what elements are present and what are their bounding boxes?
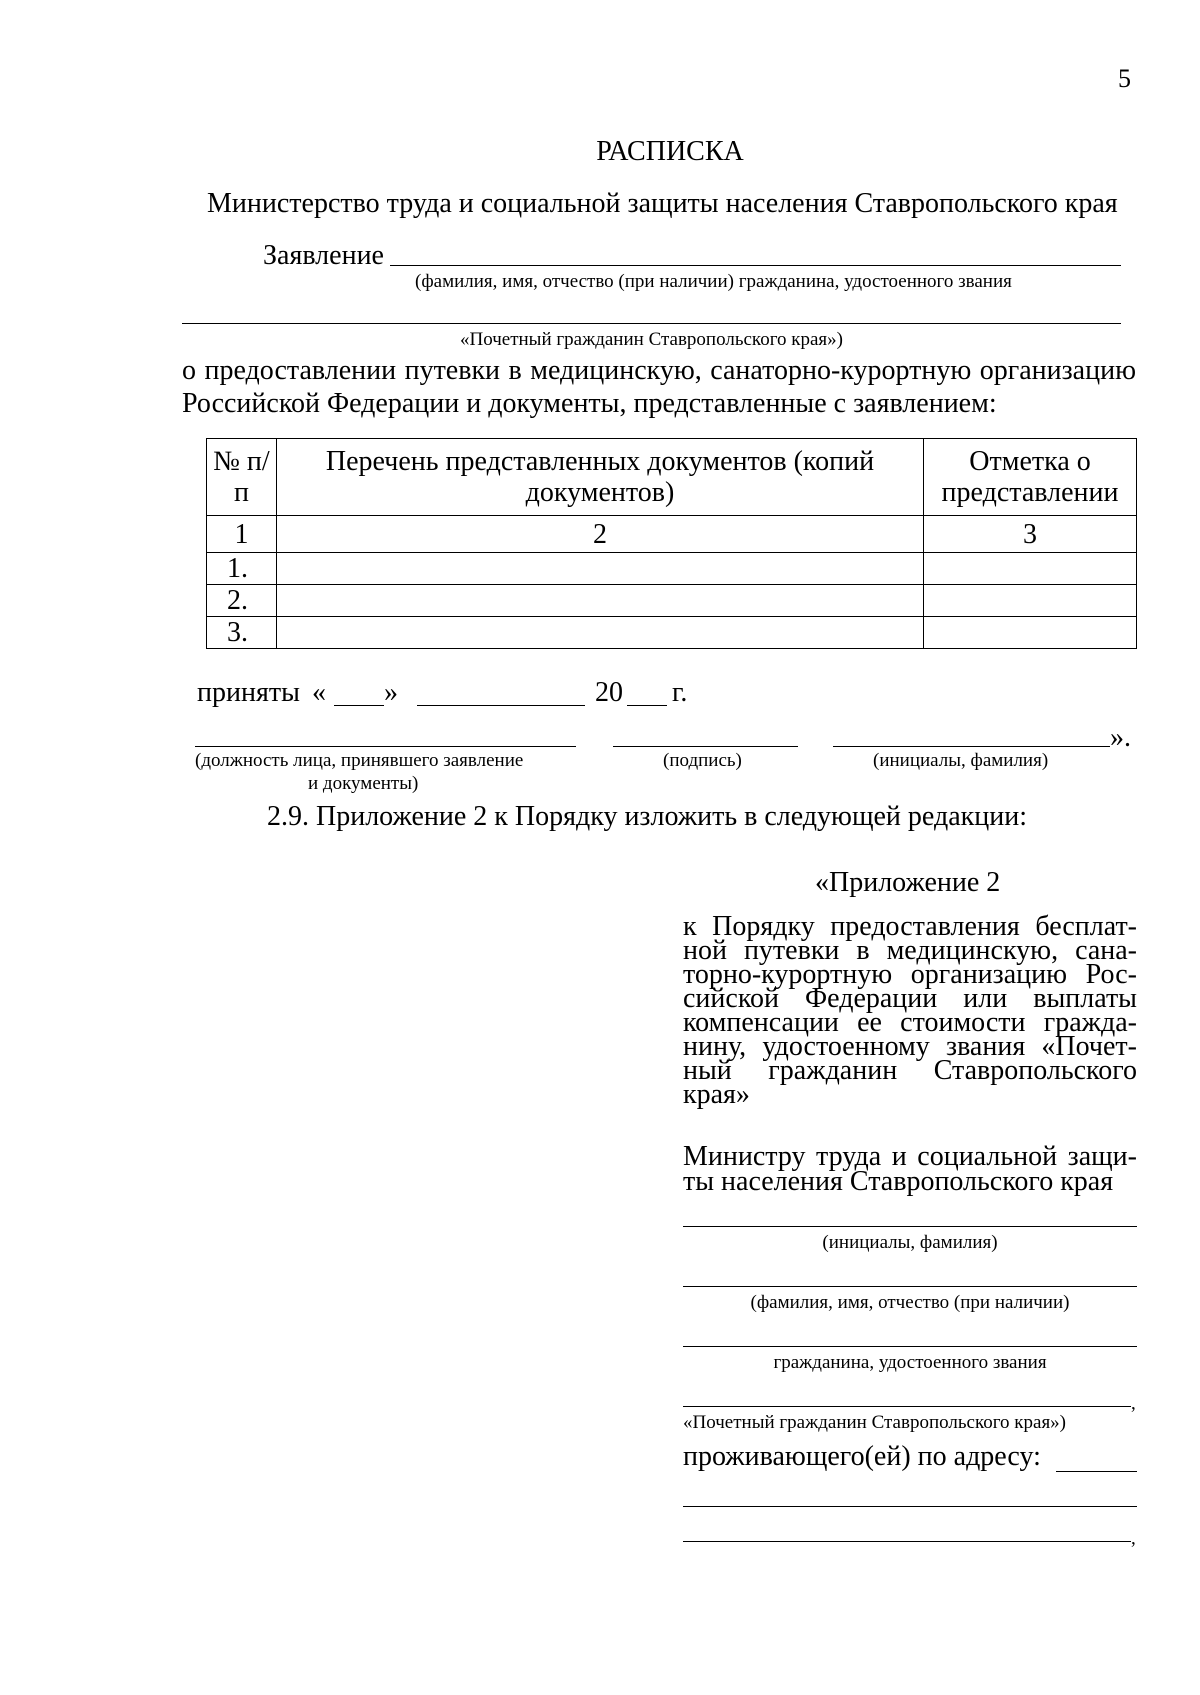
header-mark: Отметка о представлении <box>924 439 1137 516</box>
column-number-3: 3 <box>924 516 1137 553</box>
document-title: РАСПИСКА <box>596 136 744 167</box>
row-number: 1. <box>207 553 277 585</box>
row-mark-cell[interactable] <box>924 617 1137 649</box>
column-number-1: 1 <box>207 516 277 553</box>
addressee-line: ты населения Ставропольского края <box>683 1166 1114 1197</box>
honor-line-comma: , <box>1131 1393 1136 1414</box>
signature-line[interactable] <box>613 746 798 747</box>
day-close-quote: » <box>384 677 398 708</box>
appendix-line: ный гражданин Ставропольского <box>683 1055 1137 1086</box>
initials-line[interactable] <box>683 1226 1137 1227</box>
row-mark-cell[interactable] <box>924 585 1137 617</box>
header-documents: Перечень представленных документов (копий документов) <box>276 439 923 516</box>
full-name-caption: (фамилия, имя, отчество (при наличии) <box>750 1292 1070 1313</box>
appendix-line: сийской Федерации или выплаты <box>683 983 1137 1014</box>
appendix-line: нину, удостоенному звания «Почет- <box>683 1031 1137 1062</box>
signature-caption: (подпись) <box>663 750 742 771</box>
documents-table <box>206 438 1137 649</box>
name-caption: (инициалы, фамилия) <box>873 750 1049 771</box>
full-name-line[interactable] <box>683 1286 1137 1287</box>
page-number: 5 <box>1118 64 1131 93</box>
applicant-name-line[interactable] <box>390 265 1121 266</box>
ministry-name: Министерство труда и социальной защиты населения Ставропольского края <box>207 188 1118 219</box>
year-prefix: 20 <box>595 677 623 708</box>
position-caption-2: и документы) <box>308 773 419 794</box>
month-field[interactable] <box>417 705 585 706</box>
initials-caption: (инициалы, фамилия) <box>822 1232 998 1253</box>
row-number: 3. <box>207 617 277 649</box>
closing-quote: ». <box>1110 722 1131 753</box>
row-number: 2. <box>207 585 277 617</box>
appendix-line: торно-курортную организацию Рос- <box>683 959 1137 990</box>
table-row <box>207 553 1137 585</box>
column-numbers-row <box>207 516 1137 553</box>
addressee-line: Министру труда и социальной защи- <box>683 1141 1137 1172</box>
address-field-3[interactable] <box>683 1541 1131 1542</box>
address-field-2[interactable] <box>683 1506 1137 1507</box>
applicant-caption-2: «Почетный гражданин Ставропольского края») <box>459 329 843 350</box>
day-field[interactable] <box>334 705 384 706</box>
appendix-line: к Порядку предоставления бесплат- <box>683 911 1137 942</box>
addressee-block <box>683 1141 1137 1197</box>
appendix-line: компенсации ее стоимости гражда- <box>683 1007 1137 1038</box>
year-field[interactable] <box>627 705 667 706</box>
address-comma: , <box>1131 1528 1136 1549</box>
appendix-title: «Приложение 2 <box>815 867 1001 898</box>
row-mark-cell[interactable] <box>924 553 1137 585</box>
address-field-1[interactable] <box>1056 1471 1137 1472</box>
table-header-row <box>207 439 1137 516</box>
table-row <box>207 617 1137 649</box>
row-document-cell[interactable] <box>276 553 923 585</box>
honor-line[interactable] <box>683 1406 1131 1407</box>
purpose-paragraph: о предоставлении путевки в медицинскую, санаторно-курортную организацию Российской Федерации и документы, представленные с заявлением: <box>182 355 1136 419</box>
appendix-line: ной путевки в медицинскую, сана- <box>683 935 1137 966</box>
appendix-body <box>683 911 1137 1110</box>
citizen-line[interactable] <box>683 1346 1137 1347</box>
year-suffix: г. <box>672 677 688 708</box>
amendment-text: 2.9. Приложение 2 к Порядку изложить в следующей редакции: <box>267 801 1027 832</box>
table-row <box>207 585 1137 617</box>
applicant-name-line-2[interactable] <box>182 323 1121 324</box>
honor-caption: «Почетный гражданин Ставропольского края») <box>683 1412 1067 1433</box>
position-caption-1: (должность лица, принявшего заявление <box>195 750 524 771</box>
position-line[interactable] <box>195 746 576 747</box>
row-document-cell[interactable] <box>276 585 923 617</box>
row-document-cell[interactable] <box>276 617 923 649</box>
application-label: Заявление <box>263 240 384 271</box>
residing-label: проживающего(ей) по адресу: <box>683 1441 1041 1472</box>
day-open-quote: « <box>312 677 326 708</box>
header-number: № п/п <box>207 439 277 516</box>
column-number-2: 2 <box>276 516 923 553</box>
name-line[interactable] <box>833 746 1110 747</box>
accepted-label: приняты <box>197 677 300 708</box>
citizen-caption: гражданина, удостоенного звания <box>773 1352 1047 1373</box>
applicant-caption-1: (фамилия, имя, отчество (при наличии) гражданина, удостоенного звания <box>415 271 1012 292</box>
appendix-line: края» <box>683 1079 750 1110</box>
